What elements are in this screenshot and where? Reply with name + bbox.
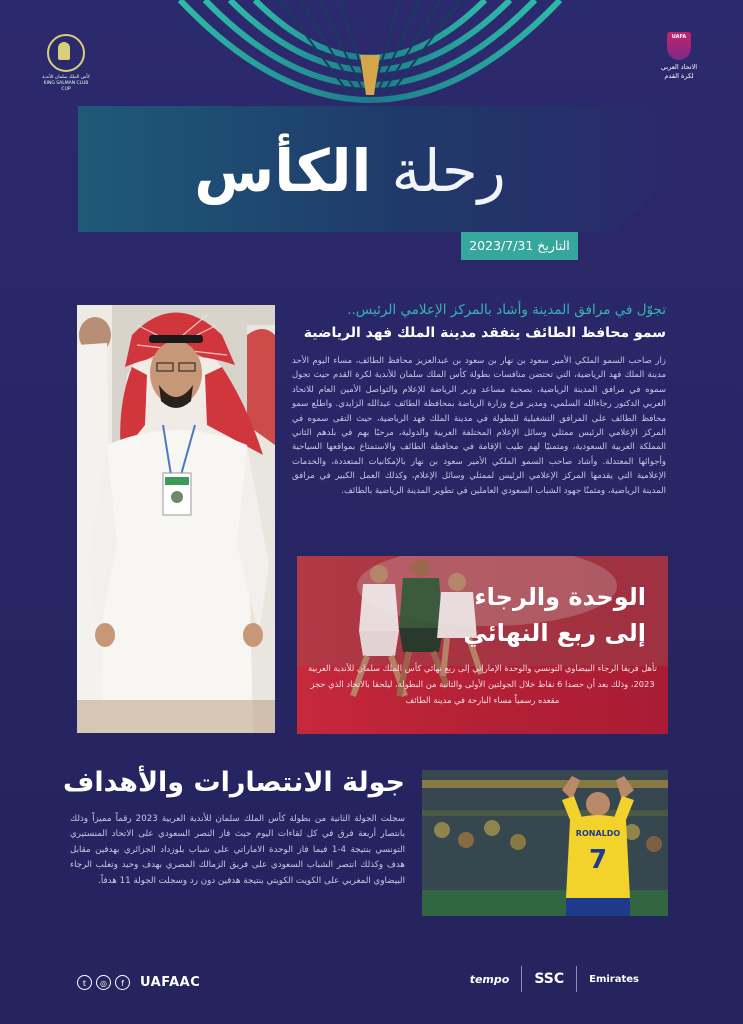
- uafa-caption-1: الاتحاد العربي: [660, 63, 698, 71]
- uafa-logo: [651, 32, 707, 81]
- promo-title-1: الوحدة والرجاء: [474, 583, 646, 611]
- section-title: جولة الانتصارات والأهداف: [63, 767, 405, 798]
- instagram-icon[interactable]: ◎: [96, 975, 111, 990]
- uafa-caption-2: لكرة القدم: [664, 72, 694, 80]
- sponsor-ssc: SSC: [534, 971, 565, 987]
- page-title: [140, 126, 560, 216]
- title-bold: الكأس: [194, 137, 372, 205]
- article-body: زار صاحب السمو الملكي الأمير سعود بن نهار بن سعود بن عبدالعزيز محافظ الطائف، مساء اليوم الأحد مدينة الملك فهد الرياضية، التي تحتضن منافسات بطولة كأس الملك سلمان للأندية لكرة القدم حيث تجول سموه في مرافق المدينة الرياضية، بصحبة مساعد وزير الرياضة للإعلام والتواصل الأمين العام للاتحاد العربي الدكتور رجاءالله السلمي، ومدير فرع وزارة الرياضة بمحافظة الطائف عبدالله الزايدي. واطلع سمو محافظ الطائف على المرافق التشغيلية للبطولة في مدينة الملك فهد الرياضية، حيث التقى سموه في المركز الإعلامي الرئيس ممثلي وسائل الإعلام المختلفة العربية والدولية، مرحبًا بهم في بلدهم الثاني المملكة العربية السعودية، ومتمنيًا لهم طيب الإقامة في محافظة الطائف والاستمتاع بمواقعها السياحية وأجوائها المعتدلة. وأشاد صاحب السمو الملكي الأمير سعود بن نهار بالإمكانيات المتعددة، والخدمات الإعلامية التي يقدمها المركز الإعلامي الرئيس لممثلي وسائل الإعلام، وكذلك العمل الكبير في مرافق المدينة الرياضية، ومثمنًا جهود الشباب السعودي العاملين في تطوير المدينة الرياضية بالطائف.: [292, 356, 666, 496]
- title-light: رحلة: [391, 137, 506, 205]
- article: [292, 300, 666, 498]
- jersey-name: RONALDO: [575, 829, 621, 838]
- king-salman-cup-logo: [42, 34, 90, 93]
- player-photo: [422, 770, 668, 916]
- social-links: [77, 972, 200, 992]
- sponsor-emirates: Emirates: [589, 973, 639, 985]
- uafa-shield-icon: UAFA: [667, 32, 691, 60]
- article-headline: سمو محافظ الطائف يتفقد مدينة الملك فهد الرياضية: [303, 325, 666, 341]
- article-kicker: تجوّل في مرافق المدينة وأشاد بالمركز الإعلامي الرئيس..: [347, 302, 666, 318]
- sponsor-tempo: tempo: [469, 972, 510, 986]
- twitter-icon[interactable]: t: [77, 975, 92, 990]
- promo-body: تأهل فريقا الرجاء البيضاوي التونسي والوحدة الإماراتي إلى ربع نهائي كأس الملك سلمان للأندية العربية 2023، وذلك بعد أن حصدا 6 نقاط خلال الجولتين الأولى والثانية من البطولة، ليلحقا بالاتحاد الذي حجز مقعده رسمياً مساء البارحة في مدينة الطائف: [308, 663, 657, 705]
- jersey-number: 7: [588, 845, 608, 875]
- section-body: سجلت الجولة الثانية من بطولة كأس الملك سلمان للأندية العربية 2023 رقماً مميزاً وذلك بانتصار أربعة فرق في كل لقاءات اليوم حيث فاز النصر السعودي على الاتحاد المنستيري التونسي بنتيجة 4-1 فيما فاز الوحدة الاماراتي على شباب بلوزداد الجزائري بهدفين مقابل هدف وكذلك انتصر الشباب السعودي على فريق الزمالك المصري بهدف وحيد وتغلب الرجاء البيضاوي المغربي على الكويت الكويتي بنتيجة هدفين دون رد وسجلت الجولة 11 هدفاً.: [70, 814, 406, 886]
- social-handle[interactable]: UAFAAC: [140, 974, 201, 990]
- decorative-arcs: [160, 0, 580, 110]
- date-badge: التاريخ 2023/7/31: [461, 232, 578, 260]
- sponsors: [458, 962, 651, 996]
- facebook-icon[interactable]: f: [115, 975, 130, 990]
- cup-icon: [47, 34, 85, 72]
- governor-photo: [77, 305, 275, 733]
- promo-title-2: إلى ربع النهائي: [463, 619, 646, 647]
- left-logo-caption: كأس الملك سلمان للأندية KING SALMAN CLUB CUP: [42, 75, 90, 92]
- promo-card: [297, 556, 668, 734]
